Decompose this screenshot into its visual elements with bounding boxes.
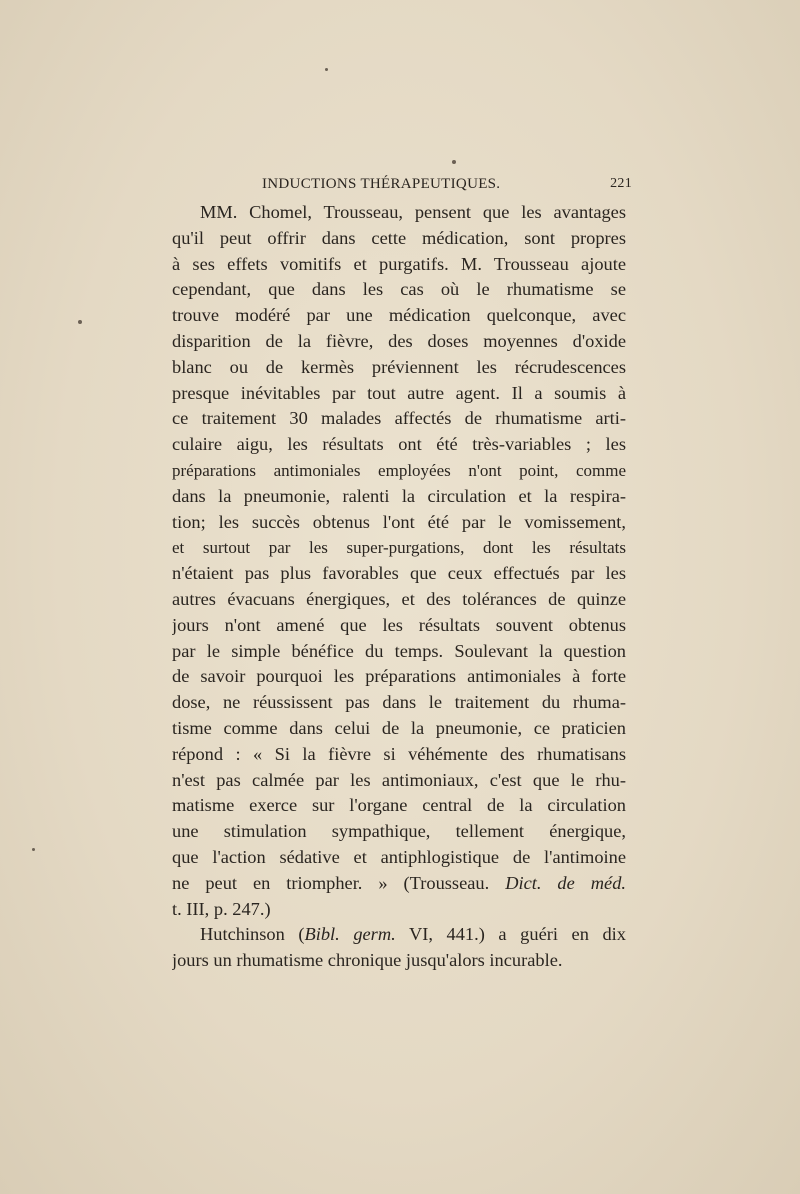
page-number: 221	[610, 176, 632, 191]
text-line: par le simple bénéfice du temps. Soulevant la question	[172, 640, 626, 661]
text-line: trouve modéré par une médication quelconque, avec	[172, 305, 626, 326]
text-line: presque inévitables par tout autre agent. Il a soumis à	[172, 382, 626, 403]
text-line: préparations antimoniales employées n'ont point, comme	[172, 460, 626, 480]
text-line: autres évacuans énergiques, et des tolérances de quinze	[172, 588, 626, 609]
paper-speck	[32, 848, 35, 851]
text-line: de savoir pourquoi les préparations antimoniales à forte	[172, 666, 626, 687]
hutchinson-lead: Hutchinson (	[200, 924, 305, 945]
body-text	[172, 200, 626, 974]
text-line: t. III, p. 247.)	[172, 898, 271, 919]
text-line: une stimulation sympathique, tellement énergique,	[172, 821, 626, 842]
text-line: à ses effets vomitifs et purgatifs. M. Trousseau ajoute	[172, 253, 626, 274]
paper-speck	[325, 68, 328, 71]
text-line: n'étaient pas plus favorables que ceux effectués par les	[172, 563, 626, 584]
text-line: dans la pneumonie, ralenti la circulation et la respira-	[172, 485, 626, 506]
text-line: dose, ne réussissent pas dans le traitement du rhuma-	[172, 692, 626, 713]
text-line: ce traitement 30 malades affectés de rhumatisme arti-	[172, 408, 626, 429]
text-line: jours n'ont amené que les résultats souvent obtenus	[172, 614, 626, 635]
paper-speck	[78, 320, 82, 324]
text-line-hutchinson	[172, 922, 626, 948]
text-line: cependant, que dans les cas où le rhumatisme se	[172, 279, 626, 300]
text-line: blanc ou de kermès préviennent les récrudescences	[172, 356, 626, 377]
text-line: jours un rhumatisme chronique jusqu'alors incurable.	[172, 950, 563, 971]
citation-lead: ne peut en triompher. » (Trousseau.	[172, 872, 506, 893]
text-line: que l'action sédative et antiphlogistique de l'antimoine	[172, 846, 626, 867]
text-line: tion; les succès obtenus l'ont été par le vomissement,	[172, 511, 626, 532]
text-line: qu'il peut offrir dans cette médication, sont propres	[172, 227, 626, 248]
paper-speck	[452, 160, 456, 164]
hutchinson-italic: Bibl. germ.	[304, 924, 396, 945]
citation-italic: Dict. de méd.	[505, 872, 626, 893]
hutchinson-rest: VI, 441.) a guéri en dix	[395, 924, 626, 945]
text-line: et surtout par les super-purgations, dont les résultats	[172, 538, 626, 558]
text-line: matisme exerce sur l'organe central de la circulation	[172, 795, 626, 816]
text-line: répond : « Si la fièvre si véhémente des rhumatisans	[172, 743, 626, 764]
running-header	[172, 172, 632, 196]
running-title: INDUCTIONS THÉRAPEUTIQUES.	[262, 176, 501, 192]
text-line: culaire aigu, les résultats ont été très-variables ; les	[172, 434, 626, 455]
text-line-citation	[172, 871, 626, 897]
text-line: tisme comme dans celui de la pneumonie, ce praticien	[172, 717, 626, 738]
text-line: disparition de la fièvre, des doses moyennes d'oxide	[172, 330, 626, 351]
text-line: MM. Chomel, Trousseau, pensent que les avantages	[200, 202, 626, 222]
text-line: n'est pas calmée par les antimoniaux, c'est que le rhu-	[172, 769, 626, 790]
